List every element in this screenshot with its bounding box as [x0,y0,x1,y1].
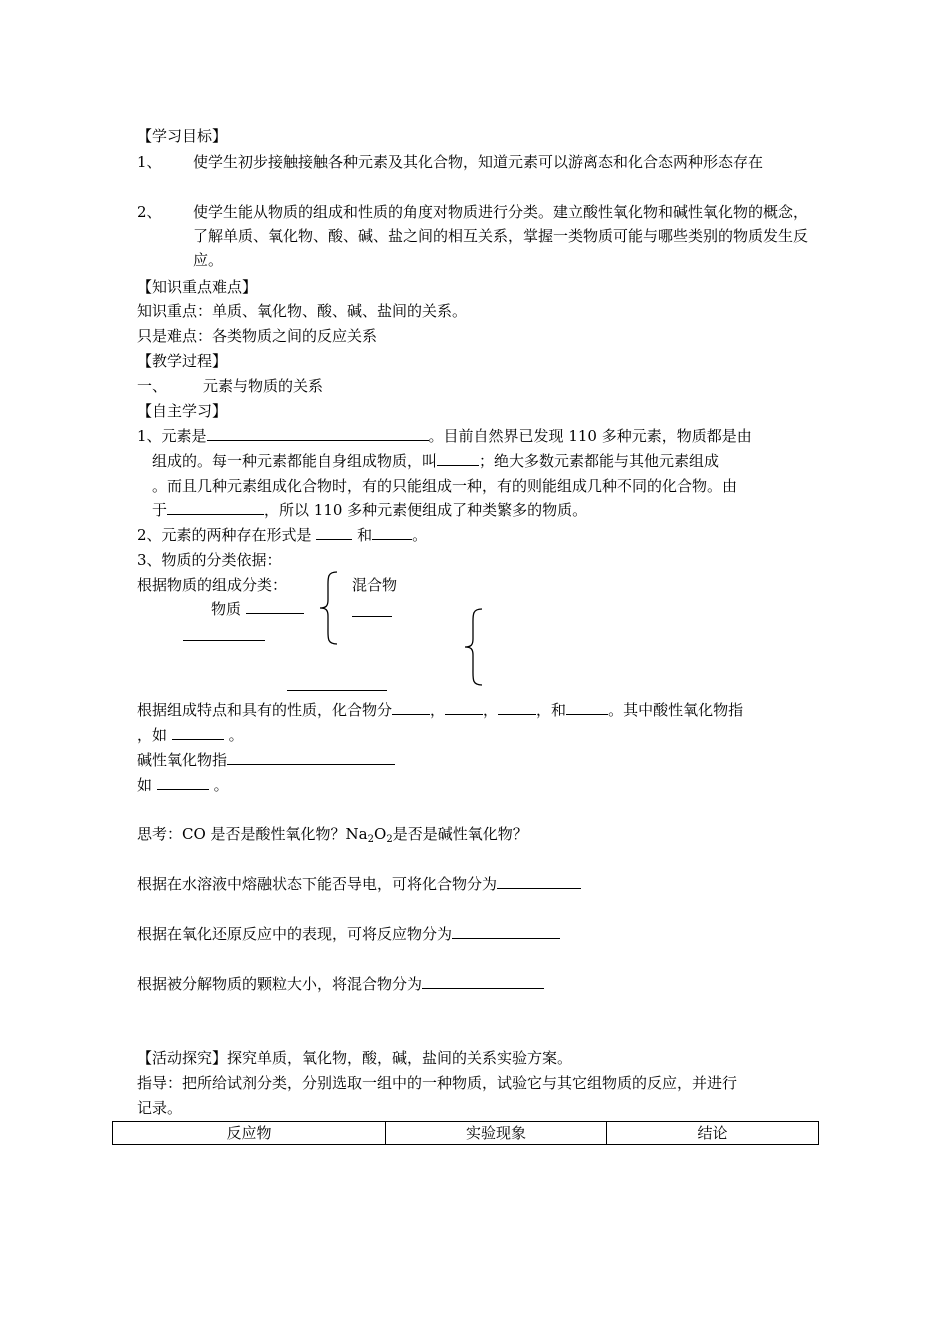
section-number: 一、 [137,377,168,395]
blank-line[interactable] [352,616,392,617]
classify-redox: 根据在氧化还原反应中的表现，可将反应物分为 [137,922,560,946]
activity-guide-line-2: 记录。 [137,1099,183,1117]
blank[interactable] [172,723,224,740]
table-header-cell: 反应物 [113,1122,386,1145]
objectives-heading: 【学习目标】 [137,127,228,145]
activity-guide-line-1: 指导：把所给试剂分类，分别选取一组中的一种物质，试验它与其它组物质的反应，并进行 [137,1074,738,1092]
experiment-table [112,1121,819,1145]
basic-oxide-line: 碱性氧化物指 [137,748,395,772]
table-header-row [113,1122,819,1145]
question-1-line-2: 组成的。每一种元素都能自身组成物质，叫 ；绝大多数元素都能与其他元素组成 [152,449,719,473]
blank[interactable] [437,449,479,466]
left-brace-icon [460,605,490,689]
blank[interactable] [372,523,412,540]
blank[interactable] [167,498,264,515]
key-focus: 知识重点：单质、氧化物、酸、碱、盐间的关系。 [137,302,468,320]
blank[interactable] [497,872,581,889]
question-1-line-4: 于 ，所以 110 多种元素便组成了种类繁多的物质。 [152,498,587,522]
mixture-label: 混合物 [352,576,398,594]
question-1-line-1: 1、元素是 。目前自然界已发现 110 多种元素，物质都是由 [137,424,752,448]
blank-line[interactable] [183,640,265,641]
process-heading: 【教学过程】 [137,352,228,370]
key-difficulty: 只是难点：各类物质之间的反应关系 [137,327,378,345]
question-1-line-3: 。而且几种元素组成化合物时，有的只能组成一种，有的则能组成几种不同的化合物。由 [152,477,738,495]
question-3: 3、物质的分类依据： [137,551,282,569]
blank[interactable] [207,424,429,441]
self-study-heading: 【自主学习】 [137,402,228,420]
blank[interactable] [157,773,209,790]
section-title: 元素与物质的关系 [203,377,324,395]
blank-line[interactable] [287,690,387,691]
objective-2-text: 使学生能从物质的组成和性质的角度对物质进行分类。建立酸性氧化物和碱性氧化物的概念，了解单质、氧化物、酸、碱、盐之间的相互关系，掌握一类物质可能与哪些类别的物质发生反应。 [193,203,809,269]
activity-line: 【活动探究】探究单质，氧化物，酸，碱，盐间的关系实验方案。 [137,1049,573,1067]
objective-1-text: 使学生初步接触接触各种元素及其化合物，知道元素可以游离态和化合态两种形态存在 [193,153,764,171]
blank[interactable] [498,698,536,715]
blank[interactable] [227,748,395,765]
substance-label: 物质 [211,597,304,621]
left-brace-icon [315,568,345,648]
table-header-cell: 实验现象 [386,1122,607,1145]
objective-2-number: 2、 [137,203,162,221]
blank[interactable] [246,597,304,614]
classify-conductivity: 根据在水溶液中熔融状态下能否导电，可将化合物分为 [137,872,581,896]
by-composition-label: 根据物质的组成分类： [137,576,288,594]
blank[interactable] [445,698,483,715]
example-line: 如 。 [137,773,229,797]
objective-1-number: 1、 [137,153,162,171]
compounds-line-1: 根据组成特点和具有的性质，化合物分 ， ， ，和 。其中酸性氧化物指 [137,698,743,722]
table-header-cell: 结论 [607,1122,819,1145]
think-question: 思考：CO 是否是酸性氧化物？$Na_2O_2$是否是碱性氧化物？ [137,825,528,845]
blank[interactable] [566,698,608,715]
key-points-heading: 【知识重点难点】 [137,278,258,296]
question-2: 2、元素的两种存在形式是 和 。 [137,523,427,547]
blank[interactable] [452,922,560,939]
classify-particle: 根据被分解物质的颗粒大小，将混合物分为 [137,972,544,996]
blank[interactable] [422,972,544,989]
blank[interactable] [392,698,430,715]
compounds-line-2: ，如 。 [137,723,244,747]
blank[interactable] [316,523,352,540]
